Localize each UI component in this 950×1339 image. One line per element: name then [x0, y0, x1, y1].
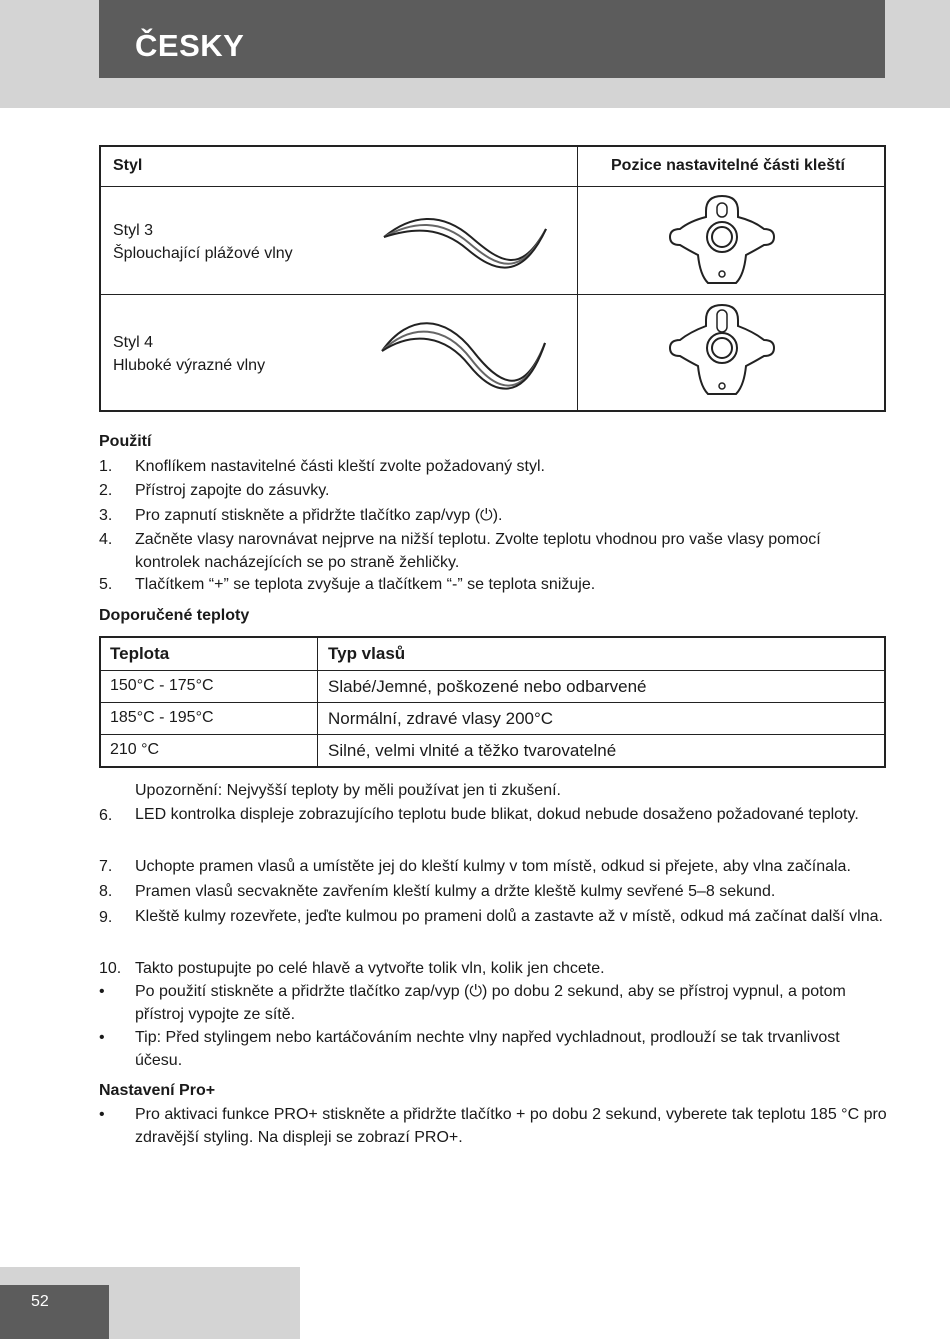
- position-column-header: Pozice nastavitelné části kleští: [611, 157, 845, 174]
- usage-heading: Použití: [99, 433, 152, 450]
- style-row-3: Styl 3 Šplouchající plážové vlny: [113, 222, 293, 262]
- beach-wave-icon: [381, 207, 551, 279]
- style-row-4: Styl 4 Hluboké výrazné vlny: [113, 334, 266, 374]
- recommended-temperatures-heading: Doporučené teploty: [99, 607, 250, 624]
- language-title: ČESKY: [135, 28, 245, 63]
- page-number-box: [0, 1285, 109, 1339]
- pro-plus-heading: Nastavení Pro+: [99, 1082, 216, 1099]
- table-row: 185°C - 195°C Normální, zdravé vlasy 200°C: [101, 702, 884, 734]
- table-header-row: Teplota Typ vlasů: [101, 638, 884, 670]
- temperature-table: [99, 636, 886, 768]
- table-row: 150°C - 175°C Slabé/Jemné, poškozené nebo odbarvené: [101, 670, 884, 702]
- language-header: [99, 0, 885, 78]
- style-column-header: Styl: [113, 157, 143, 174]
- clamp-position-icon: [666, 300, 778, 400]
- clamp-position-icon: [666, 191, 778, 291]
- table-row: 210 °C Silné, velmi vlnité a těžko tvarovatelné: [101, 734, 884, 766]
- deep-wave-icon: [379, 315, 551, 395]
- page-number: 52: [31, 1293, 49, 1310]
- style-table: [99, 145, 886, 412]
